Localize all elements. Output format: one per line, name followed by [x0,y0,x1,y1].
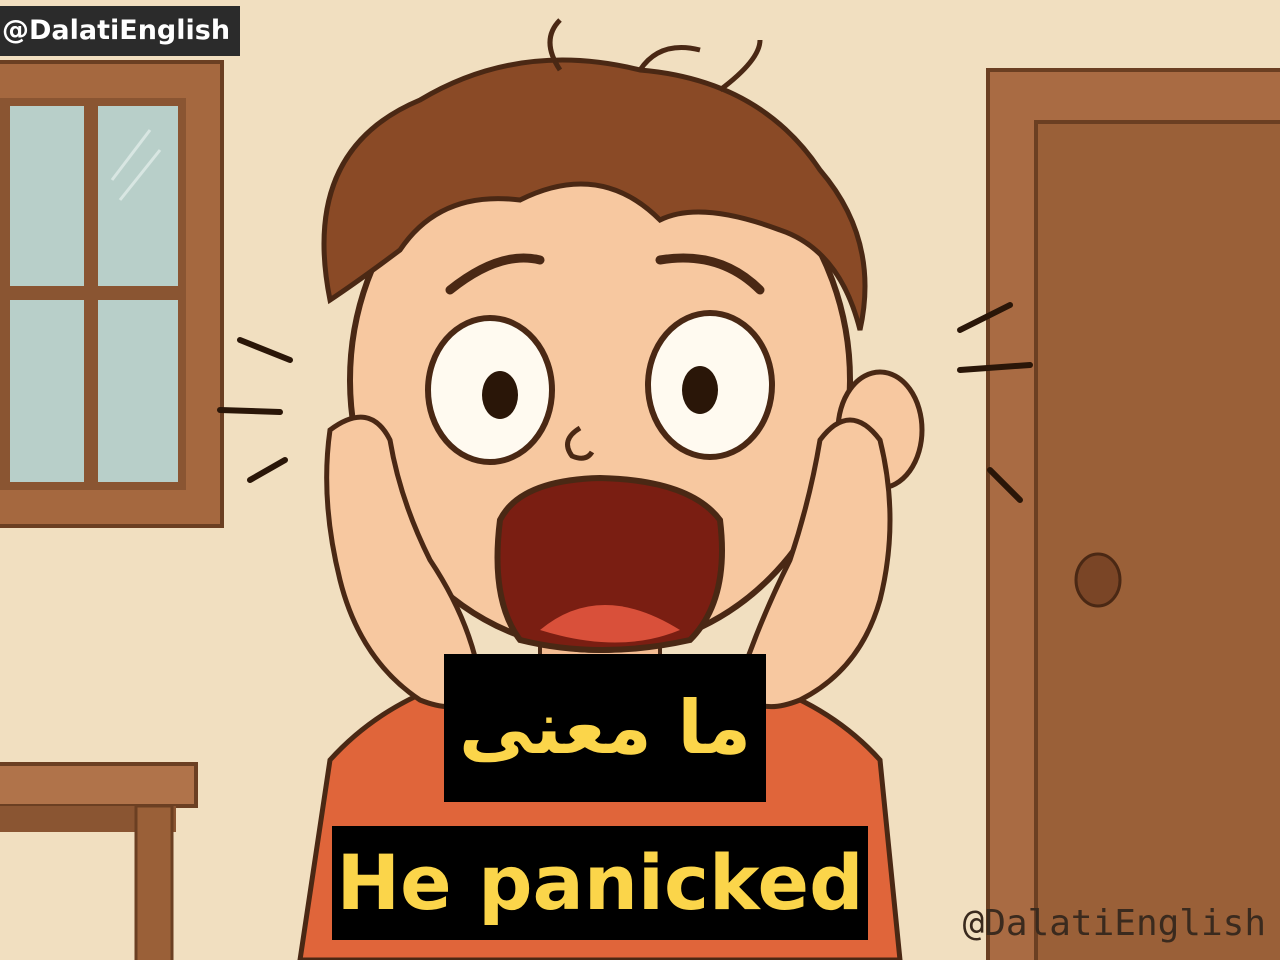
caption-english-phrase: He panicked [332,826,868,940]
window-icon [0,62,222,526]
caption-arabic-prompt: ما معنى [444,654,766,802]
watermark-bottom: @DalatiEnglish [962,903,1266,944]
door-icon [988,70,1280,960]
watermark-top: @DalatiEnglish [0,6,240,56]
